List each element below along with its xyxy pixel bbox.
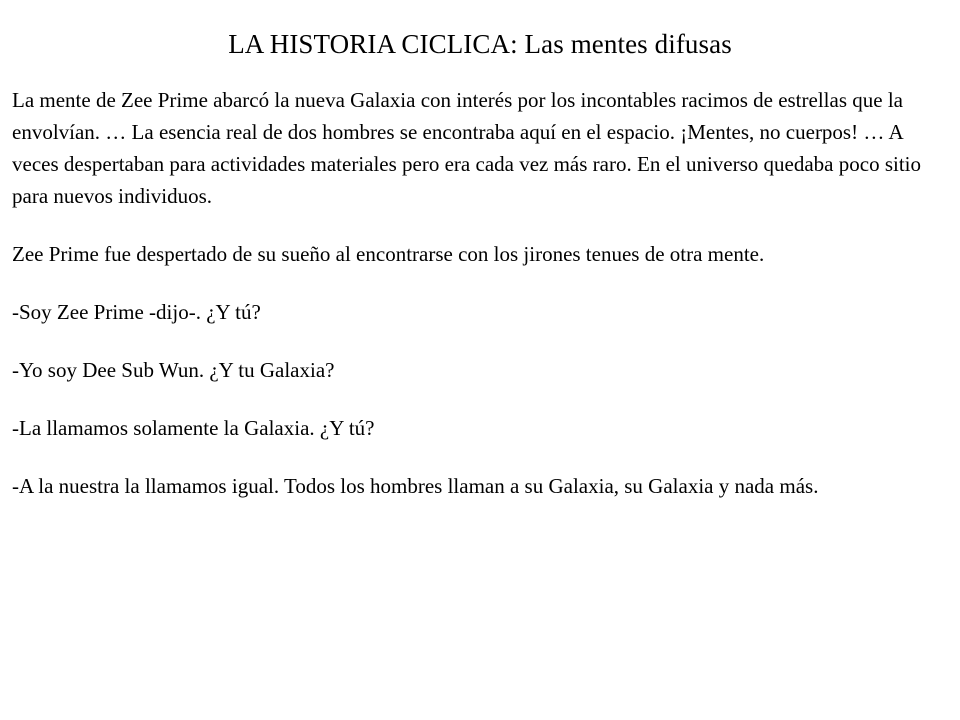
dialogue-line-dee-sub-wun: -Yo soy Dee Sub Wun. ¿Y tu Galaxia?	[12, 358, 335, 382]
slide-title: LA HISTORIA CICLICA: Las mentes difusas	[228, 29, 732, 59]
paragraph-awakening: Zee Prime fue despertado de su sueño al encontrarse con los jirones tenues de otra mente.	[12, 242, 765, 266]
dialogue-line-all-men: -A la nuestra la llamamos igual. Todos los hombres llaman a su Galaxia, su Galaxia y nada más.	[12, 474, 819, 498]
dialogue-line-zee-prime: -Soy Zee Prime -dijo-. ¿Y tú?	[12, 300, 261, 324]
dialogue-line-galaxy-name: -La llamamos solamente la Galaxia. ¿Y tú?	[12, 416, 375, 440]
slide-body	[12, 84, 948, 528]
paragraph-narration: La mente de Zee Prime abarcó la nueva Galaxia con interés por los incontables racimos de estrellas que la envolvían. … La esencia real de dos hombres se encontraba aquí en el espacio. ¡Mentes, no cuerpos! … A veces despertaban para actividades materiales pero era cada vez más raro. En el universo quedaba poco sitio para nuevos individuos.	[12, 88, 921, 208]
